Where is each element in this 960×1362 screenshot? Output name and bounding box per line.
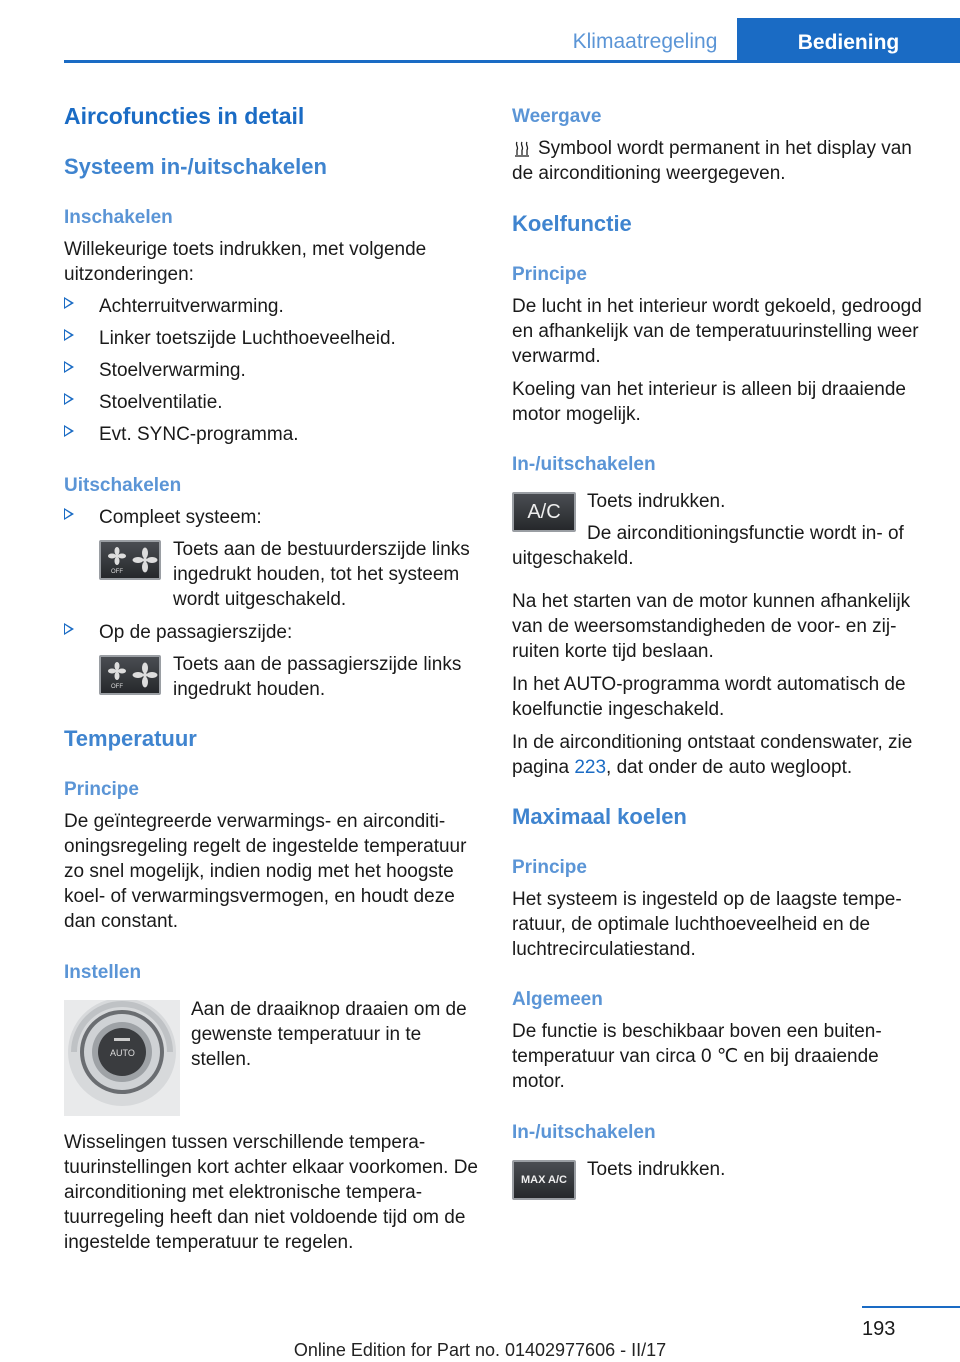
text-condenswater: In de airconditioning ontstaat condenswater, zie pagina 223, dat onder de auto wegloopt. xyxy=(512,732,913,778)
heading-temperatuur: Temperatuur xyxy=(64,726,197,751)
text-principe-koel-1: De lucht in het interieur wordt gekoeld, gedroogd en afhankelijk van de temperatuurinstelling weer verwarmd. xyxy=(512,296,922,367)
text-principe-koel-2: Koeling van het interieur is alleen bij draaiende motor mogelijk. xyxy=(512,379,906,425)
text-weergave: Symbool wordt permanent in het display van de airconditioning weergegeven. xyxy=(512,138,912,184)
fan-off-button-passenger xyxy=(99,655,161,695)
heading-principe-max: Principe xyxy=(512,857,587,878)
heading-maximaal-koelen: Maximaal koelen xyxy=(512,804,687,829)
text-principe-temp: De geïntegreerde verwarmings- en airconditioningsregeling regelt de ingestelde temperatuur zo snel mogelijk, indien nodig met het hoogste koel- of verwarmingsvermogen, en houdt deze dan constant. xyxy=(64,811,467,932)
heading-systeem: Systeem in-/uitschakelen xyxy=(64,154,327,179)
bullet-triangle-icon xyxy=(64,329,74,341)
footer-edition: Online Edition for Part no. 01402977606 - II/17 xyxy=(293,1340,667,1360)
bullet-triangle-icon xyxy=(64,361,74,373)
auto-knob-icon xyxy=(64,1000,180,1116)
heading-uitschakelen: Uitschakelen xyxy=(64,475,182,496)
text-passagier: Toets aan de passagierszijde links ingedrukt houden. xyxy=(173,654,462,700)
bullet-triangle-icon xyxy=(64,623,74,635)
heading-principe-koel: Principe xyxy=(512,264,587,285)
bullet-triangle-icon xyxy=(64,297,74,309)
text-na-starten: Na het starten van de motor kunnen afhankelijk van de weersomstandigheden de voor- en zijruiten korte tijd beslaan. xyxy=(512,591,911,662)
fan-off-icon xyxy=(101,542,159,578)
temperature-knob-image xyxy=(64,1000,180,1116)
bullet-triangle-icon xyxy=(64,393,74,405)
section-tab-klimaatregeling[interactable]: Klimaatregeling xyxy=(572,30,718,53)
text-instellen: Aan de draaiknop draaien om de gewenste temperatuur in te stellen. xyxy=(191,999,467,1070)
text-compleet: Toets aan de bestuurderszijde links ingedrukt houden, tot het systeem wordt uitgeschakeld. xyxy=(173,539,470,610)
max-ac-button: MAX A/C xyxy=(512,1160,576,1200)
text-wisselingen: Wisselingen tussen verschillende temperatuurinstellingen kort achter elkaar voorkomen. De airconditioning met elektronische temperatuurregeling heeft dan niet voldoende tijd om de ingestelde temperatuur te regelen. xyxy=(64,1132,478,1253)
fan-off-button-driver xyxy=(99,540,161,580)
text-inschakelen: Willekeurige toets indrukken, met volgende uitzonderingen: xyxy=(64,239,427,285)
svg-text:AUTO: AUTO xyxy=(110,1048,135,1058)
footer-rule xyxy=(862,1306,960,1308)
text-auto-programma: In het AUTO-programma wordt automatisch de koelfunctie ingeschakeld. xyxy=(512,674,906,720)
heading-in-uitschakelen: In-/uitschakelen xyxy=(512,454,656,475)
text-principe-max: Het systeem is ingesteld op de laagste temperatuur, de optimale luchthoeveelheid en de luchtrecirculatiestand. xyxy=(512,889,902,960)
heading-aircofuncties: Aircofuncties in detail xyxy=(64,103,305,129)
page-header xyxy=(0,0,960,62)
heading-inschakelen: Inschakelen xyxy=(64,207,173,228)
text-toets-indrukken: Toets indrukken. xyxy=(587,491,726,512)
heading-instellen: Instellen xyxy=(64,962,142,983)
page-number: 193 xyxy=(862,1318,896,1340)
heading-principe-temp: Principe xyxy=(64,779,139,800)
ac-button: A/C xyxy=(512,492,576,532)
fan-off-icon xyxy=(101,657,159,693)
heading-algemeen: Algemeen xyxy=(512,989,603,1010)
svg-text:OFF: OFF xyxy=(111,684,123,690)
bullet-triangle-icon xyxy=(64,425,74,437)
section-tab-bediening[interactable]: Bediening xyxy=(737,18,960,62)
svg-text:OFF: OFF xyxy=(111,569,123,575)
text-toets-indrukken-2: Toets indrukken. xyxy=(587,1159,726,1180)
header-rule xyxy=(64,60,960,63)
heading-in-uitschakelen-2: In-/uitschakelen xyxy=(512,1122,656,1143)
heading-koelfunctie: Koelfunctie xyxy=(512,211,632,236)
text-ac-functie: De airconditioningsfunctie wordt in- of uitgeschakeld. xyxy=(512,523,904,569)
page-link-223[interactable]: 223 xyxy=(574,757,607,778)
bullet-triangle-icon xyxy=(64,508,74,520)
heading-weergave: Weergave xyxy=(512,106,602,127)
text-algemeen: De functie is beschikbaar boven een buitentemperatuur van circa 0 ℃ en bij draaiende motor. xyxy=(512,1021,882,1092)
